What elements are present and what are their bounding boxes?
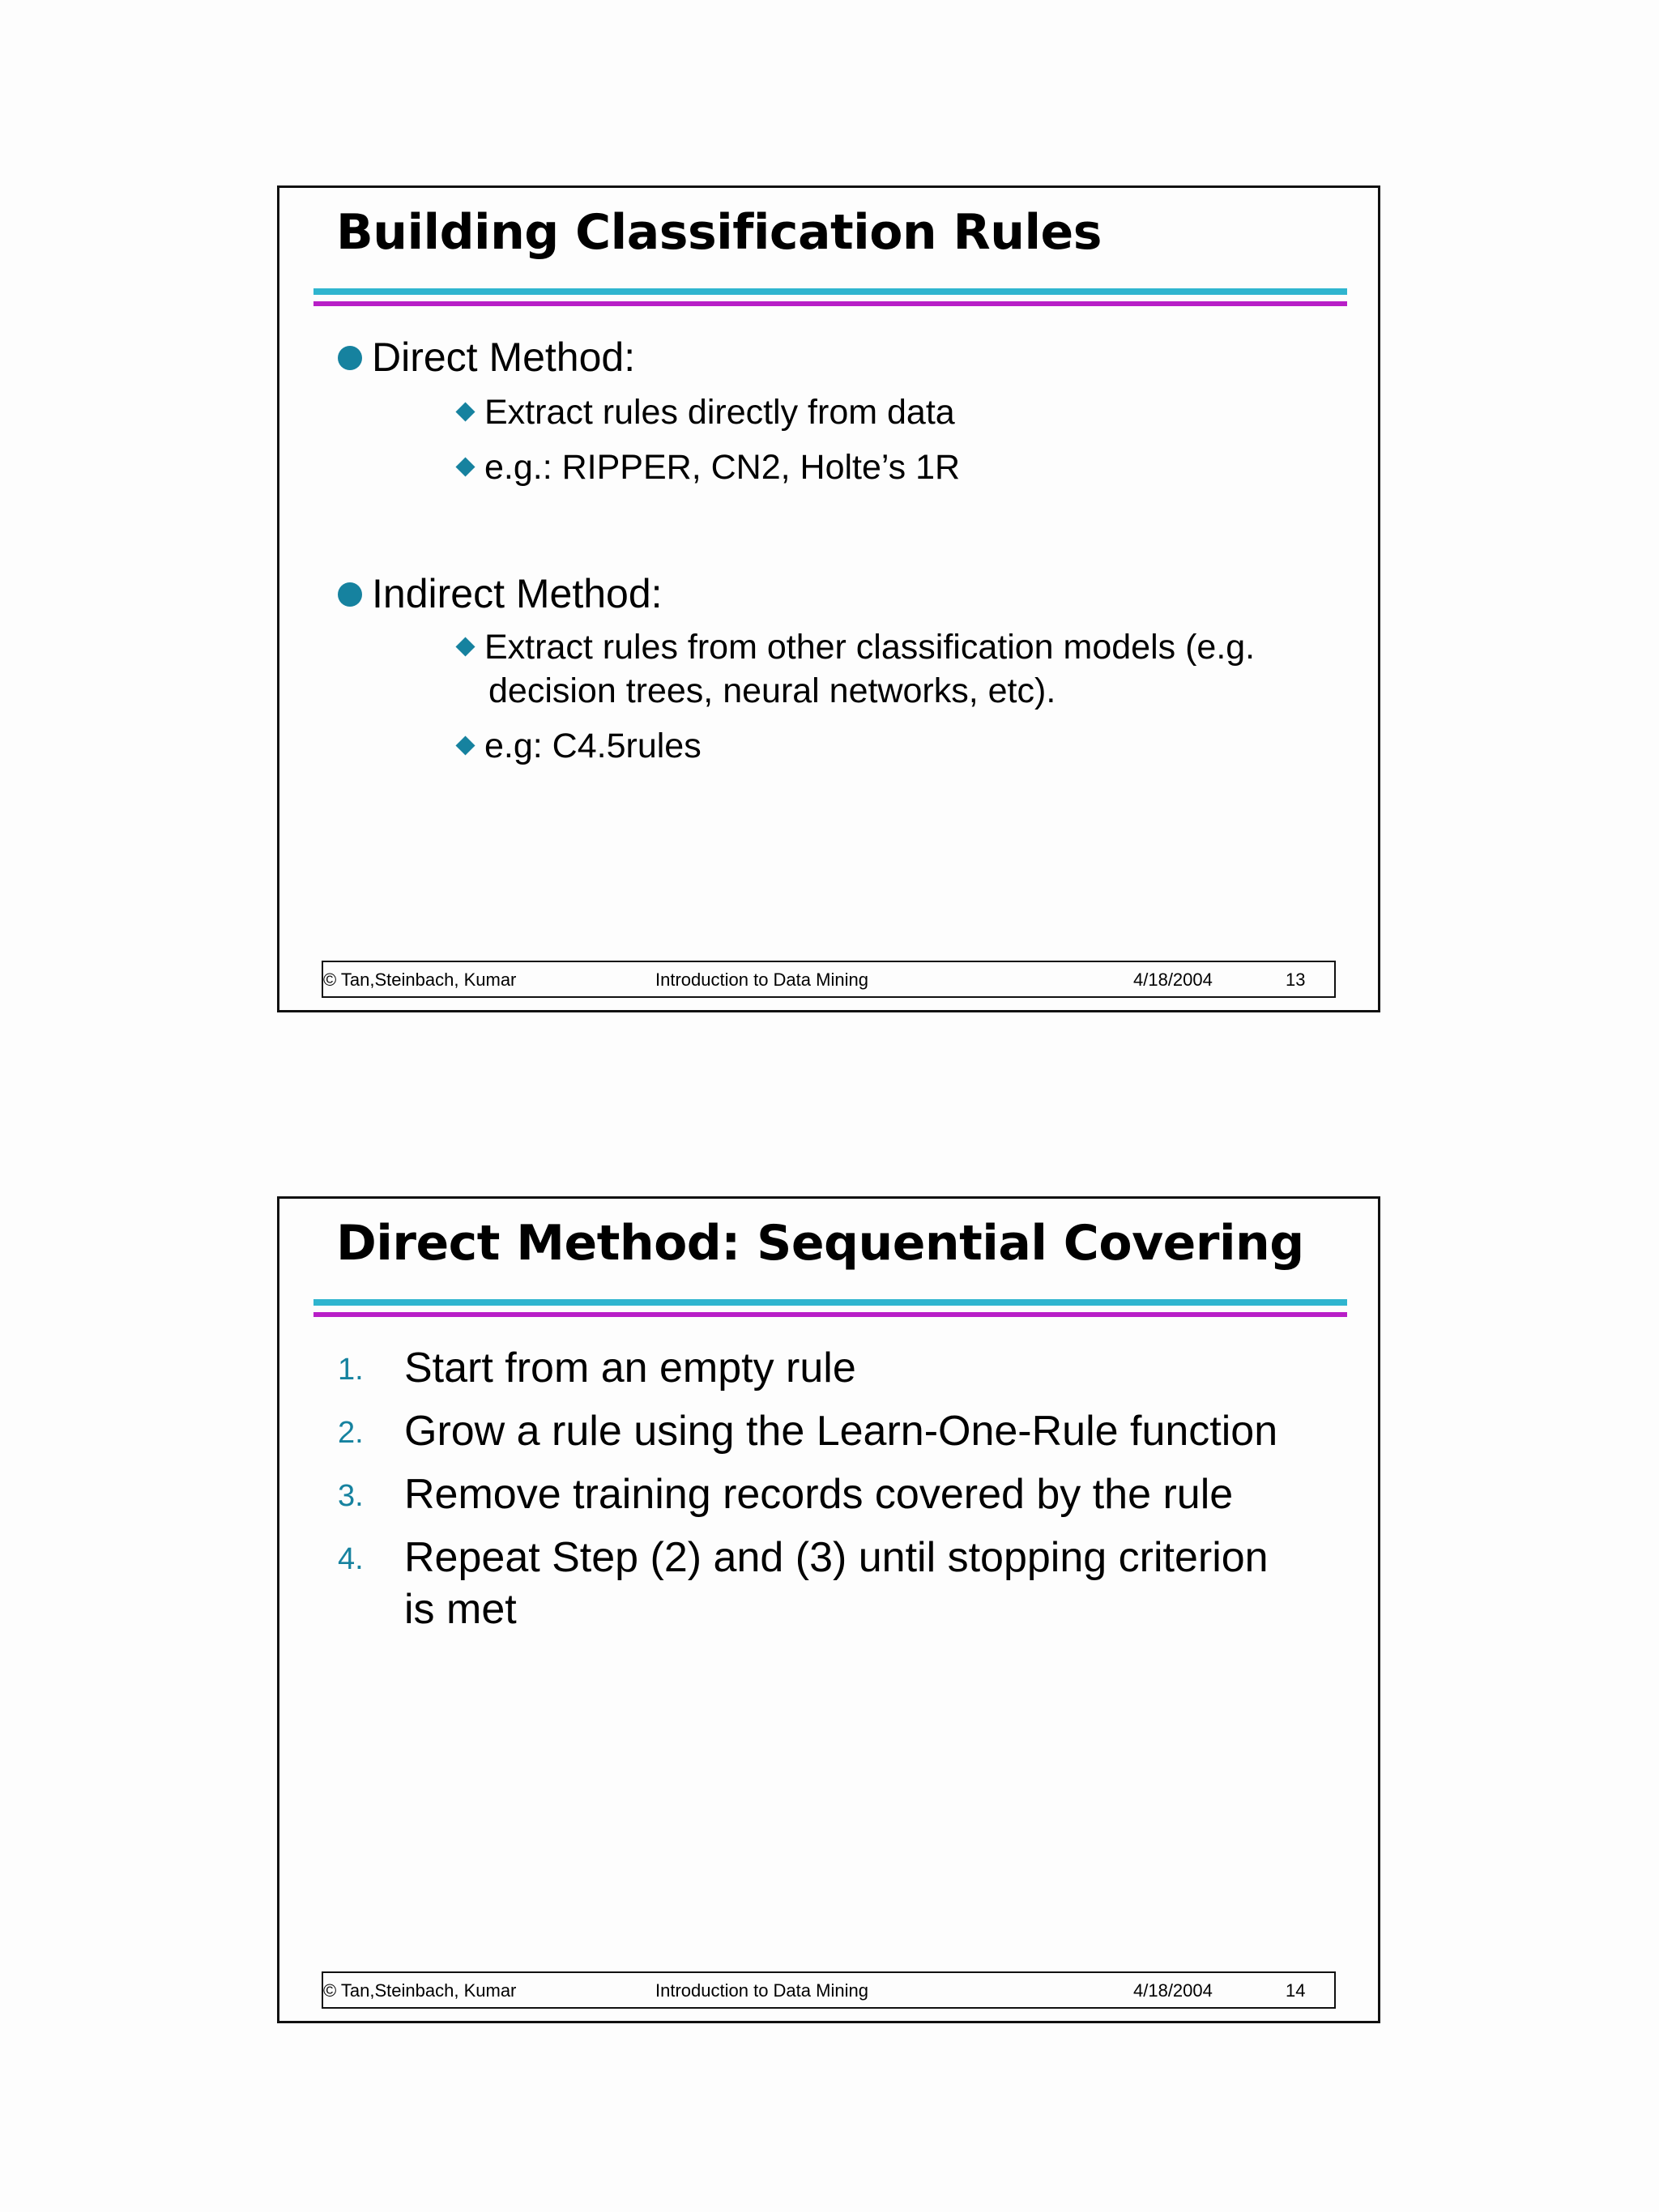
slide-footer	[322, 961, 1336, 998]
slide-14	[277, 1196, 1380, 2023]
sub-bullet	[452, 724, 1347, 768]
bullet-heading: Indirect Method:	[372, 571, 663, 616]
sub-bullet-text: Extract rules directly from data	[484, 393, 955, 432]
footer-course: Introduction to Data Mining	[655, 1980, 868, 2001]
numbered-step	[338, 1468, 1350, 1522]
bullet-direct-method	[338, 334, 635, 381]
footer-copyright: © Tan,Steinbach, Kumar	[323, 970, 517, 990]
footer-course: Introduction to Data Mining	[655, 970, 868, 990]
sub-bullet	[452, 445, 1347, 489]
round-bullet-icon	[338, 582, 362, 607]
sub-bullet	[452, 390, 1347, 434]
footer-date: 4/18/2004	[1133, 970, 1213, 990]
sub-bullet-text: Extract rules from other classification models (e.g. decision trees, neural networks, etc).	[484, 628, 1256, 710]
slide-title: Building Classification Rules	[336, 204, 1102, 261]
diamond-bullet-icon	[455, 457, 475, 476]
step-number: 2.	[338, 1416, 364, 1450]
slide-footer	[322, 1971, 1336, 2009]
slide-13	[277, 185, 1380, 1012]
title-underline-cyan	[313, 1299, 1347, 1306]
slide-title: Direct Method: Sequential Covering	[336, 1215, 1304, 1272]
step-number: 3.	[338, 1479, 364, 1513]
step-text: Remove training records covered by the rule	[404, 1471, 1234, 1518]
step-text: Grow a rule using the Learn-One-Rule function	[404, 1408, 1278, 1455]
bullet-indirect-method	[338, 570, 663, 617]
numbered-step	[338, 1405, 1350, 1459]
sub-bullet-text: e.g: C4.5rules	[484, 727, 702, 765]
footer-date: 4/18/2004	[1133, 1980, 1213, 2001]
footer-page-number: 14	[1286, 1980, 1306, 2001]
diamond-bullet-icon	[455, 402, 475, 421]
diamond-bullet-icon	[455, 735, 475, 755]
numbered-step	[338, 1342, 1350, 1396]
round-bullet-icon	[338, 346, 362, 370]
diamond-bullet-icon	[455, 637, 475, 656]
step-text: Start from an empty rule	[404, 1345, 856, 1392]
step-text: Repeat Step (2) and (3) until stopping criterion is met	[404, 1534, 1269, 1633]
sub-bullet-text: e.g.: RIPPER, CN2, Holte’s 1R	[484, 448, 961, 487]
step-number: 1.	[338, 1353, 364, 1387]
title-underline-cyan	[313, 288, 1347, 295]
sub-bullet	[452, 625, 1347, 713]
footer-copyright: © Tan,Steinbach, Kumar	[323, 1980, 517, 2001]
bullet-heading: Direct Method:	[372, 335, 636, 380]
footer-page-number: 13	[1286, 970, 1306, 990]
title-underline-magenta	[313, 1312, 1347, 1317]
title-underline-magenta	[313, 301, 1347, 306]
step-number: 4.	[338, 1542, 364, 1576]
numbered-step	[338, 1532, 1350, 1635]
